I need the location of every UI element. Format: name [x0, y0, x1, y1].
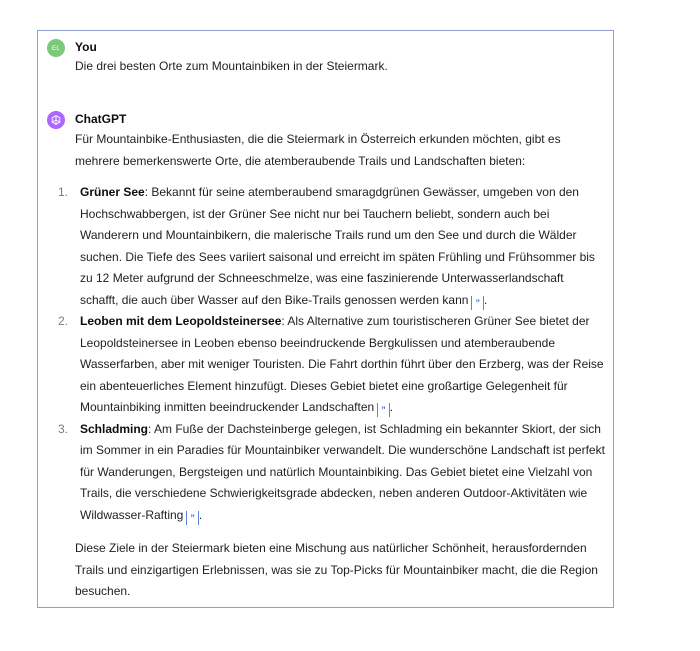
list-item	[58, 311, 605, 419]
destination-list	[58, 182, 605, 526]
item-title: Grüner See	[80, 185, 145, 199]
item-title: Schladming	[80, 421, 149, 436]
user-avatar	[47, 39, 65, 57]
list-number: 3.	[58, 421, 69, 436]
item-end: .	[389, 400, 394, 414]
user-message-text: Die drei besten Orte zum Mountainbiken in der Steiermark.	[75, 59, 388, 73]
user-avatar-initials: EL	[51, 44, 61, 52]
user-author-name: You	[75, 40, 97, 54]
citation-link[interactable]: ”	[471, 296, 484, 310]
list-item	[58, 182, 605, 311]
list-item	[58, 419, 605, 527]
list-number: 2.	[58, 314, 69, 328]
list-number: 1.	[58, 185, 69, 199]
item-text: : Bekannt für seine atemberaubend smaragdgrünen Gewässer, umgeben von den Hochschwabbergen, ist der Grüner See nicht nur bei Tauchern beliebt, sondern auch bei Wanderern und Mountainbikern, die malerische Trails rund um den See und durch die Wälder suchen. Die Tiefe des Sees variiert saisonal und erreicht im späten Frühling und Frühsommer bis zu 12 Meter aufgrund der Schneeschmelze, was eine faszinierende Unterwasserlandschaft schafft, die auch über Wasser auf den Bike-Trails genossen werden kann	[80, 185, 595, 307]
citation-link[interactable]: ”	[377, 403, 390, 417]
chat-transcript	[37, 30, 614, 608]
assistant-closing: Diese Ziele in der Steiermark bieten eine Mischung aus natürlicher Schönheit, herausfordernden Trails und einzigartigen Erlebnissen, was sie zu Top-Picks für Mountainbiker macht, die die Region besuchen.	[75, 541, 598, 598]
assistant-avatar	[47, 111, 65, 129]
item-text: : Als Alternative zum touristischeren Grüner See bietet der Leopoldsteinersee in Leoben ebenso beeindruckende Bergkulissen und atemberaubende Wasserfarben, aber mit weniger Touristen. Die Fahrt dorthin führt über den Erzberg, was der Reise ein abenteuerliches Element hinzufügt. Dieses Gebiet bietet eine großartige Gelegenheit für Mountainbiking inmitten beeindruckender Landschaften	[80, 314, 604, 414]
item-end: .	[198, 507, 203, 522]
assistant-author-name: ChatGPT	[75, 112, 127, 126]
citation-link[interactable]: ”	[186, 511, 199, 525]
item-end: .	[483, 292, 488, 307]
assistant-intro: Für Mountainbike-Enthusiasten, die die Steiermark in Österreich erkunden möchten, gibt es mehrere bemerkenswerte Orte, die atemberaubende Trails und Landschaften bieten:	[75, 132, 561, 168]
item-text: : Am Fuße der Dachsteinberge gelegen, ist Schladming ein bekannter Skiort, der sich im Sommer in ein Paradies für Mountainbiker verwandelt. Die wunderschöne Landschaft ist perfekt für Wanderungen, Bergsteigen und natürlich Mountainbiking. Das Gebiet bietet eine Vielzahl von Trails, die verschiedene Schwierigkeitsgrade abdecken, neben anderen Outdoor-Aktivitäten wie Wildwasser-Rafting	[80, 421, 605, 522]
item-title: Leoben mit dem Leopoldsteinersee	[80, 314, 282, 328]
openai-logo-icon	[50, 114, 62, 126]
